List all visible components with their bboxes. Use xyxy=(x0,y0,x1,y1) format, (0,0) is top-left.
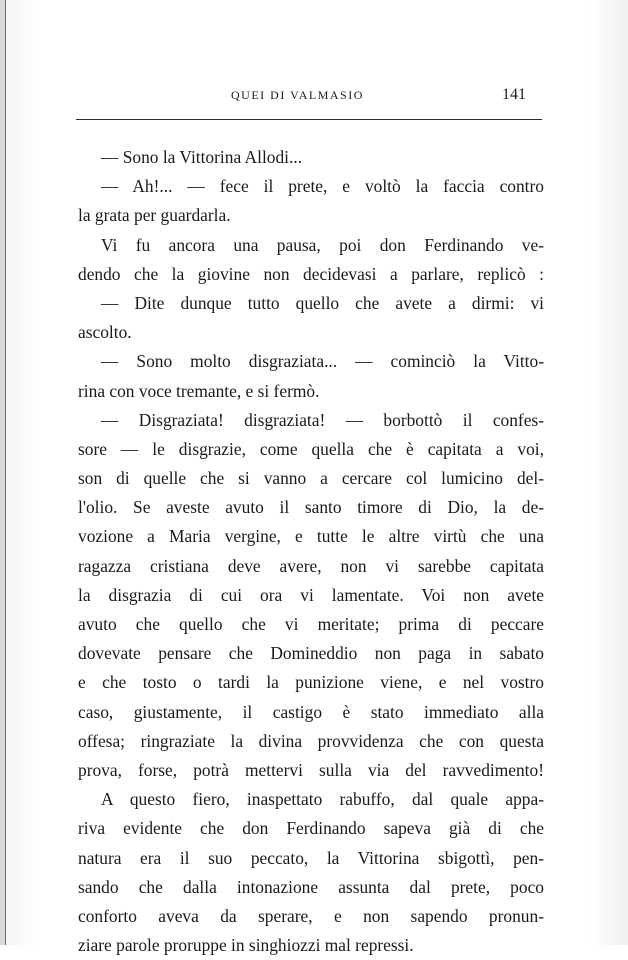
text-line: — Ah!... — fece il prete, e voltò la faccia contro xyxy=(101,176,544,197)
text-line: sando che dalla intonazione assunta dal prete, poco xyxy=(78,876,544,897)
text-line: rina con voce tremante, e si fermò. xyxy=(78,380,320,401)
text-line: dendo che la giovine non decidevasi a parlare, replicò : xyxy=(78,263,544,284)
text-line: sore — le disgrazie, come quella che è capitata a voi, xyxy=(78,438,544,459)
text-line: la disgrazia di cui ora vi lamentate. Voi non avete xyxy=(78,584,544,605)
text-line: riva evidente che don Ferdinando sapeva già di che xyxy=(78,818,544,839)
header-rule xyxy=(76,119,542,120)
text-line: ascolto. xyxy=(78,322,132,343)
text-line: — Dite dunque tutto quello che avete a dirmi: vi xyxy=(101,292,544,313)
running-title: QUEI DI VALMASIO xyxy=(231,88,364,102)
text-line: avuto che quello che vi meritate; prima di peccare xyxy=(78,614,544,634)
page-header xyxy=(76,88,546,112)
text-line: e che tosto o tardi la punizione viene, e nel vostro xyxy=(78,672,544,693)
body-text xyxy=(78,143,544,960)
text-line: ragazza cristiana deve avere, non vi sarebbe capitata xyxy=(78,555,544,576)
text-line: — Sono la Vittorina Allodi... xyxy=(101,147,303,167)
text-line: conforto aveva da sperare, e non sapendo pronun- xyxy=(78,905,544,926)
text-line: vozione a Maria vergine, e tutte le altre virtù che una xyxy=(78,526,544,547)
text-line: ziare parole proruppe in singhiozzi mal repressi. xyxy=(78,935,414,956)
page-binding-line xyxy=(5,0,6,945)
text-line: — Disgraziata! disgraziata! — borbottò il confes- xyxy=(101,409,544,430)
text-line: son di quelle che si vanno a cercare col lumicino del- xyxy=(78,468,544,489)
text-line: dovevate pensare che Domineddio non paga in sabato xyxy=(78,643,544,664)
text-line: offesa; ringraziate la divina provvidenza che con questa xyxy=(78,730,544,751)
text-line: A questo fiero, inaspettato rabuffo, dal quale appa- xyxy=(101,789,544,810)
text-line: Vi fu ancora una pausa, poi don Ferdinando ve- xyxy=(101,234,544,255)
text-line: natura era il suo peccato, la Vittorina sbigottì, pen- xyxy=(78,847,544,868)
text-line: — Sono molto disgraziata... — cominciò la Vitto- xyxy=(101,351,544,372)
text-line: prova, forse, potrà mettervi sulla via del ravvedimento! xyxy=(78,759,544,780)
text-line: la grata per guardarla. xyxy=(78,205,231,226)
text-line: caso, giustamente, il castigo è stato immediato alla xyxy=(78,701,544,722)
page-number: 141 xyxy=(502,86,526,103)
text-line: l'olio. Se aveste avuto il santo timore di Dio, la de- xyxy=(78,497,544,518)
